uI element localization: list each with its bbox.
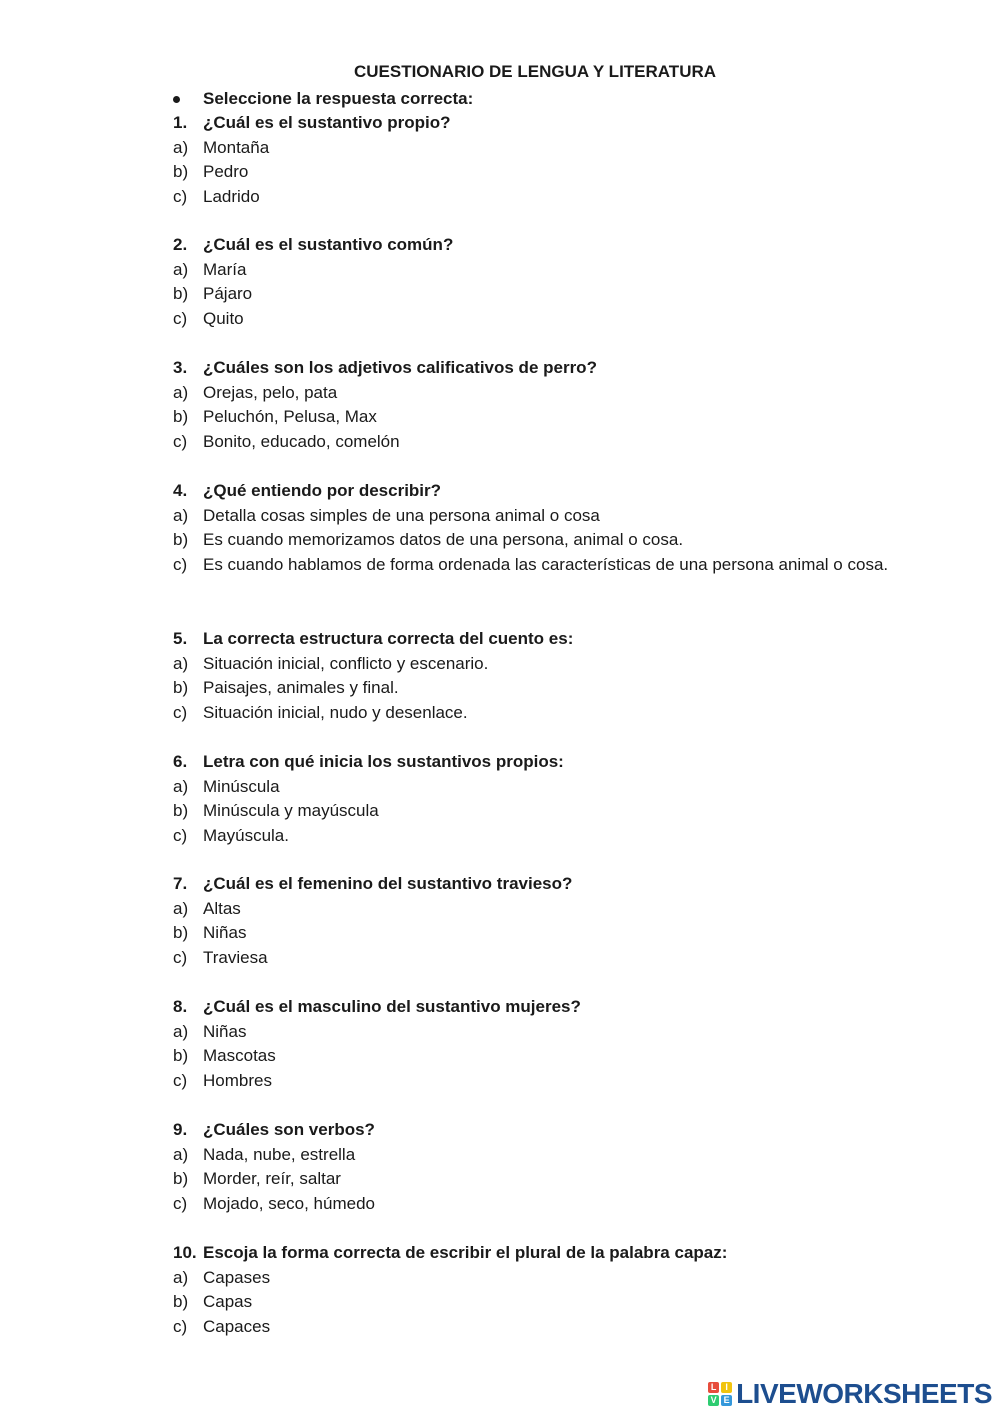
question-number: 1.: [173, 113, 188, 132]
question-text: ¿Cuáles son verbos?: [203, 1120, 375, 1139]
option-text: Montaña: [203, 137, 270, 157]
question-number: 3.: [173, 358, 188, 377]
option-letter: a): [173, 653, 189, 673]
option-letter: c): [173, 947, 188, 967]
question-text: ¿Cuáles son los adjetivos calificativos de perro?: [203, 358, 597, 377]
logo-cell: L: [708, 1382, 719, 1393]
question-text: ¿Qué entiendo por describir?: [203, 481, 442, 500]
question-3: [173, 356, 893, 454]
option-letter: b): [173, 1292, 189, 1312]
option-text: Pedro: [203, 162, 249, 182]
option-text: Es cuando hablamos de forma ordenada las características de una persona animal o cosa.: [203, 554, 889, 574]
question-heading: [173, 627, 893, 652]
question-10: [173, 1241, 893, 1339]
option-text: Minúscula y mayúscula: [203, 801, 379, 821]
option-text: Hombres: [203, 1070, 272, 1090]
option-letter: a): [173, 776, 189, 796]
answer-option[interactable]: [173, 1020, 893, 1045]
option-letter: a): [173, 259, 189, 279]
question-text: Letra con qué inicia los sustantivos propios:: [203, 752, 564, 771]
option-letter: b): [173, 1169, 189, 1189]
answer-option[interactable]: [173, 1290, 893, 1315]
question-heading: [173, 995, 893, 1020]
answer-option[interactable]: [173, 381, 893, 406]
logo-cell: E: [721, 1395, 732, 1406]
question-9: [173, 1118, 893, 1216]
answer-option[interactable]: [173, 553, 893, 578]
question-number: 6.: [173, 752, 188, 771]
option-text: Situación inicial, conflicto y escenario.: [203, 653, 489, 673]
question-number: 10.: [173, 1243, 197, 1262]
question-7: [173, 872, 893, 970]
option-letter: c): [173, 702, 188, 722]
option-letter: a): [173, 1144, 189, 1164]
page-title: CUESTIONARIO DE LENGUA Y LITERATURA: [353, 62, 717, 81]
question-text: ¿Cuál es el femenino del sustantivo travieso?: [203, 874, 573, 893]
question-number: 7.: [173, 874, 188, 893]
question-1: [173, 111, 893, 209]
option-letter: b): [173, 530, 189, 550]
question-4: [173, 479, 893, 577]
option-text: Es cuando memorizamos datos de una persona, animal o cosa.: [203, 530, 684, 550]
question-heading: [173, 233, 893, 258]
answer-option[interactable]: [173, 1266, 893, 1291]
answer-option[interactable]: [173, 160, 893, 185]
option-letter: b): [173, 284, 189, 304]
option-text: Mojado, seco, húmedo: [203, 1193, 375, 1213]
answer-option[interactable]: [173, 1192, 893, 1217]
answer-option[interactable]: [173, 258, 893, 283]
question-text: La correcta estructura correcta del cuento es:: [203, 629, 574, 648]
option-letter: c): [173, 1316, 188, 1336]
question-number: 5.: [173, 629, 188, 648]
logo-grid-icon: [708, 1382, 732, 1406]
answer-option[interactable]: [173, 405, 893, 430]
option-text: Detalla cosas simples de una persona animal o cosa: [203, 505, 600, 525]
option-text: Situación inicial, nudo y desenlace.: [203, 702, 468, 722]
option-text: Mayúscula.: [203, 825, 289, 845]
liveworksheets-logo: [708, 1378, 992, 1410]
option-letter: c): [173, 1070, 188, 1090]
option-text: Capaces: [203, 1316, 271, 1336]
option-text: Ladrido: [203, 186, 260, 206]
answer-option[interactable]: [173, 1069, 893, 1094]
answer-option[interactable]: [173, 282, 893, 307]
option-text: María: [203, 259, 247, 279]
question-heading: [173, 1118, 893, 1143]
question-number: 9.: [173, 1120, 188, 1139]
option-letter: b): [173, 678, 189, 698]
option-text: Capas: [203, 1292, 253, 1312]
answer-option[interactable]: [173, 946, 893, 971]
option-text: Traviesa: [203, 947, 268, 967]
logo-cell: V: [708, 1395, 719, 1406]
option-text: Niñas: [203, 923, 247, 943]
option-text: Morder, reír, saltar: [203, 1169, 341, 1189]
option-letter: a): [173, 1021, 189, 1041]
question-heading: [173, 479, 893, 504]
question-text: Escoja la forma correcta de escribir el plural de la palabra capaz:: [203, 1243, 728, 1262]
option-letter: a): [173, 898, 189, 918]
answer-option[interactable]: [173, 307, 893, 332]
option-text: Nada, nube, estrella: [203, 1144, 356, 1164]
option-text: Pájaro: [203, 284, 253, 304]
question-heading: [173, 750, 893, 775]
answer-option[interactable]: [173, 528, 893, 553]
answer-option[interactable]: [173, 1167, 893, 1192]
option-letter: b): [173, 407, 189, 427]
answer-option[interactable]: [173, 824, 893, 849]
bullet-icon: [173, 96, 180, 103]
question-text: ¿Cuál es el masculino del sustantivo mujeres?: [203, 997, 581, 1016]
option-text: Bonito, educado, comelón: [203, 431, 400, 451]
question-text: ¿Cuál es el sustantivo común?: [203, 235, 454, 254]
answer-option[interactable]: [173, 897, 893, 922]
logo-text: LIVEWORKSHEETS: [736, 1378, 992, 1409]
answer-option[interactable]: [173, 1315, 893, 1340]
answer-option[interactable]: [173, 136, 893, 161]
instruction-text: Seleccione la respuesta correcta:: [203, 89, 474, 108]
option-text: Paisajes, animales y final.: [203, 678, 399, 698]
answer-option[interactable]: [173, 921, 893, 946]
option-letter: a): [173, 505, 189, 525]
option-letter: b): [173, 1046, 189, 1066]
question-heading: [173, 111, 893, 136]
option-letter: b): [173, 923, 189, 943]
answer-option[interactable]: [173, 1044, 893, 1069]
question-6: [173, 750, 893, 848]
option-letter: c): [173, 186, 188, 206]
answer-option[interactable]: [173, 652, 893, 677]
answer-option[interactable]: [173, 430, 893, 455]
question-2: [173, 233, 893, 331]
question-text: ¿Cuál es el sustantivo propio?: [203, 113, 451, 132]
question-5: [173, 627, 893, 725]
question-8: [173, 995, 893, 1093]
option-text: Minúscula: [203, 776, 280, 796]
logo-cell: I: [721, 1382, 732, 1393]
option-letter: c): [173, 554, 188, 574]
option-letter: b): [173, 801, 189, 821]
answer-option[interactable]: [173, 676, 893, 701]
option-letter: c): [173, 431, 188, 451]
option-letter: c): [173, 308, 188, 328]
option-text: Niñas: [203, 1021, 247, 1041]
answer-option[interactable]: [173, 504, 893, 529]
answer-option[interactable]: [173, 701, 893, 726]
option-letter: c): [173, 1193, 188, 1213]
option-text: Quito: [203, 308, 244, 328]
question-heading: [173, 356, 893, 381]
option-text: Mascotas: [203, 1046, 276, 1066]
question-number: 2.: [173, 235, 188, 254]
question-number: 8.: [173, 997, 188, 1016]
option-letter: a): [173, 1267, 189, 1287]
option-text: Altas: [203, 898, 241, 918]
answer-option[interactable]: [173, 185, 893, 210]
option-letter: c): [173, 825, 188, 845]
option-letter: b): [173, 162, 189, 182]
option-letter: a): [173, 382, 189, 402]
option-letter: a): [173, 137, 189, 157]
answer-option[interactable]: [173, 775, 893, 800]
answer-option[interactable]: [173, 799, 893, 824]
option-text: Orejas, pelo, pata: [203, 382, 338, 402]
question-heading: [173, 1241, 893, 1266]
question-number: 4.: [173, 481, 188, 500]
option-text: Capases: [203, 1267, 271, 1287]
option-text: Peluchón, Pelusa, Max: [203, 407, 377, 427]
answer-option[interactable]: [173, 1143, 893, 1168]
question-heading: [173, 872, 893, 897]
